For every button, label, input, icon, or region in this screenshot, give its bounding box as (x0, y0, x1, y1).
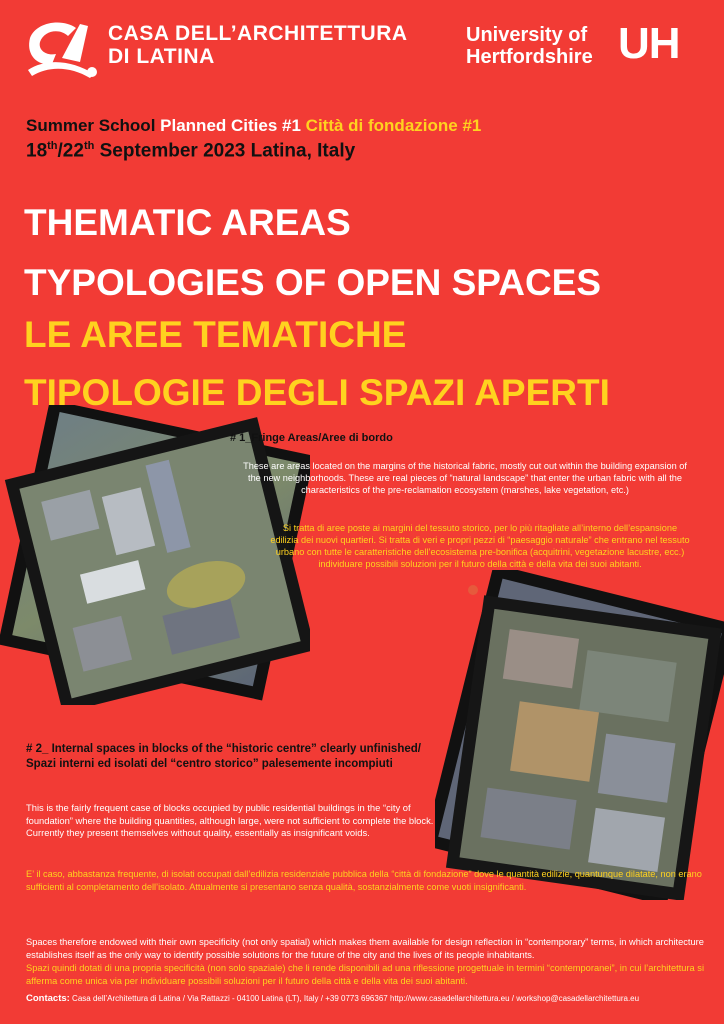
casa-name (108, 22, 408, 68)
heading-thematic-areas: THEMATIC AREAS (24, 202, 351, 243)
casa-name-line1: CASA DELL’ARCHITETTURA (108, 22, 408, 45)
date-start-suffix: th (47, 140, 58, 152)
aerial-photo-fringe-areas (0, 405, 310, 705)
area2-title: # 2_ Internal spaces in blocks of the “historic centre” clearly unfinished/ Spazi interni ed isolati del “centro storico” palesemente incompiuti (26, 743, 421, 770)
closing-text-en: Spaces therefore endowed with their own specificity (not only spatial) which makes them available for design reflection in “contemporary” terms, in which architecture establishes itself as the only way to identify possible solutions for the future of the city and the lives of its people inhabitants. (26, 937, 704, 960)
area2-description-en: This is the fairly frequent case of blocks occupied by public residential buildings in the “city of foundation” where the building quantities, although large, were not sufficient to complete the block. Currently they present themselves without quality, essentially as insignificant voids. (26, 802, 434, 838)
event-title (26, 116, 481, 136)
university-line1: University of (466, 24, 588, 46)
planned-cities-label: Planned Cities #1 (160, 116, 301, 135)
citta-fondazione-label: Città di fondazione #1 (305, 116, 482, 135)
contacts-footer (26, 993, 724, 1004)
closing-text-it: Spazi quindi dotati di una propria specificità (non solo spaziale) che li rende disponibili ad una riflessione progettuale in termini “contemporanei”, in cui l’architettura si afferma come unica via per individuare possibili soluzioni per il futuro della città e della vita dei suoi abitanti. (26, 963, 705, 986)
area2-description-it: E’ il caso, abbastanza frequente, di isolati occupati dall’edilizia residenziale pubblica della “città di fondazione” dove le quantità edilizie, quantunque dilatate, non erano sufficienti al completamento dell’isolato. Attualmente si presentano senza qualità, sostanzialmente come vuoti insignificanti. (26, 869, 702, 892)
event-dates (26, 140, 355, 162)
heading-tipologie: TIPOLOGIE DEGLI SPAZI APERTI (24, 372, 610, 413)
aerial-photo-historic-centre (435, 570, 724, 900)
date-end-suffix: th (83, 140, 95, 152)
date-start: 18 (26, 140, 48, 162)
summer-school-label: Summer School (26, 116, 156, 135)
casa-name-line2: DI LATINA (108, 45, 215, 68)
date-end: /22 (57, 140, 84, 162)
university-line2: Hertfordshire (466, 46, 593, 68)
area1-description-it: Si tratta di aree poste ai margini del tessuto storico, per lo più ritagliate all’interno dell’espansione edilizia dei nuovi quartieri. Si tratta di veri e propri pezzi di “paesaggio naturale” che entrano nel tessuto urbano con tutte le caratteristiche dell’ecosistema pre-bonifica (acquitrini, vegetazione lacustre, ecc.) individuare possibili soluzioni per il futuro della città e della vita dei suoi abitanti. (270, 523, 690, 569)
heading-typologies: TYPOLOGIES OF OPEN SPACES (24, 262, 602, 303)
casa-architettura-logo (22, 18, 102, 80)
university-name (466, 24, 593, 68)
contacts-details: Casa dell’Architettura di Latina / Via Rattazzi - 04100 Latina (LT), Italy / +39 0773 696367 http://www.casadellarchitettura.eu / workshop@casadellarchitettura.eu (72, 994, 640, 1003)
area1-description-en: These are areas located on the margins of the historical fabric, mostly cut out within the building expansion of the new neighborhoods. These are real pieces of “natural landscape” that enter the urban fabric with all the characteristics of the pre-reclamation ecosystem (marshes, lake vegetation, etc.) (243, 461, 687, 495)
date-place: September 2023 Latina, Italy (94, 140, 356, 162)
heading-aree-tematiche: LE AREE TEMATICHE (24, 314, 407, 355)
uh-logo-mark: UH (618, 19, 680, 68)
area1-title: # 1_Fringe Areas/Aree di bordo (230, 432, 393, 444)
contacts-label: Contacts: (26, 993, 70, 1004)
